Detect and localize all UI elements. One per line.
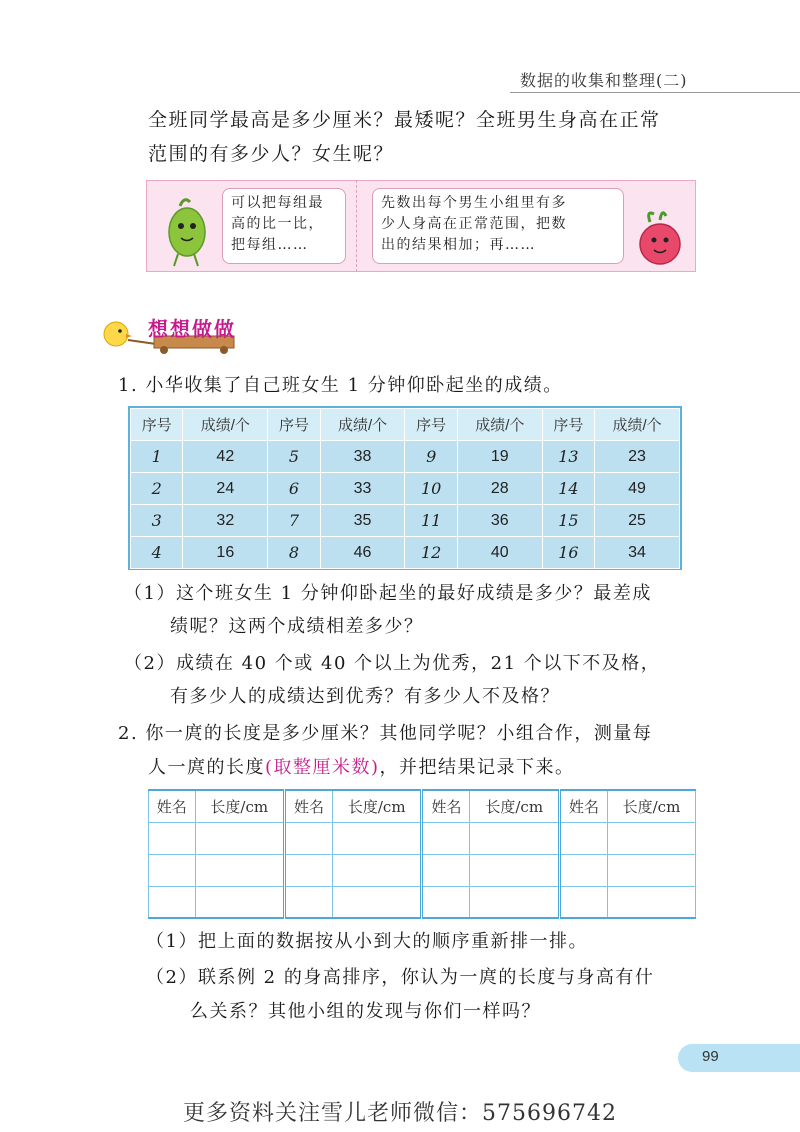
table-cell: 14 [542,473,594,505]
table-cell: 10 [405,473,457,505]
blank-cell[interactable] [559,822,607,854]
table-cell: 25 [595,505,680,537]
bubble2-line: 出的结果相加；再…… [381,237,536,253]
table-row [149,886,696,918]
measurement-table [148,789,696,919]
q2-sub2-line1: （2）联系例 2 的身高排序，你认为一庹的长度与身高有什 [146,967,655,988]
blank-cell[interactable] [470,822,559,854]
table-row [131,537,680,569]
table-cell: 6 [268,473,320,505]
blank-cell[interactable] [559,886,607,918]
table-cell: 40 [457,537,542,569]
table-header: 序号 [131,409,183,441]
bubble2-line: 先数出每个男生小组里有多 [381,195,567,211]
blank-cell[interactable] [195,886,284,918]
q2-line2-highlight: (取整厘米数) [265,757,380,778]
table-cell: 19 [457,441,542,473]
table-cell: 16 [183,537,268,569]
table-cell: 38 [320,441,405,473]
blank-cell[interactable] [332,854,421,886]
table-header: 序号 [542,409,594,441]
table-cell: 7 [268,505,320,537]
table-cell: 13 [542,441,594,473]
q1-text: 1. 小华收集了自己班女生 1 分钟仰卧起坐的成绩。 [118,375,563,396]
table-cell: 9 [405,441,457,473]
measurement-header-row [149,790,696,822]
table-cell: 1 [131,441,183,473]
blank-cell[interactable] [607,886,695,918]
table-row [149,854,696,886]
pepper-character-icon [158,196,216,268]
q1-sub1-line1: （1）这个班女生 1 分钟仰卧起坐的最好成绩是多少？最差成 [124,583,652,604]
intro-line-1: 全班同学最高是多少厘米？最矮呢？全班男生身高在正常 [148,109,661,131]
q2-sub2-line2: 么关系？其他小组的发现与你们一样吗？ [190,1001,541,1022]
table-row [131,473,680,505]
q2-line2-end: ，并把结果记录下来。 [379,757,575,778]
blank-cell[interactable] [422,854,470,886]
blank-cell[interactable] [284,854,332,886]
header-divider [510,92,800,93]
page-number: 99 [702,1048,719,1065]
table-cell: 28 [457,473,542,505]
table-header: 姓名 [284,790,332,822]
table-cell: 33 [320,473,405,505]
blank-cell[interactable] [607,854,695,886]
table-cell: 5 [268,441,320,473]
table-cell: 24 [183,473,268,505]
table-cell: 42 [183,441,268,473]
table-header: 长度/cm [332,790,421,822]
blank-cell[interactable] [422,822,470,854]
table-cell: 16 [542,537,594,569]
table-row [131,505,680,537]
radish-speech-bubble [372,188,624,264]
table-header: 长度/cm [607,790,695,822]
footer-note: 更多资料关注雪儿老师微信：575696742 [183,1101,617,1126]
page-number-bar [678,1044,800,1072]
table-cell: 49 [595,473,680,505]
table-row [131,441,680,473]
table-header: 成绩/个 [595,409,680,441]
table-header: 姓名 [149,790,196,822]
tip-box-divider [356,180,357,272]
q1-sub2-line2: 有多少人的成绩达到优秀？有多少人不及格？ [170,686,560,707]
table-header: 长度/cm [195,790,284,822]
table-cell: 46 [320,537,405,569]
table-cell: 36 [457,505,542,537]
bubble1-line: 把每组…… [231,237,309,253]
table-cell: 12 [405,537,457,569]
table-header: 姓名 [422,790,470,822]
blank-cell[interactable] [559,854,607,886]
blank-cell[interactable] [149,854,196,886]
table-cell: 34 [595,537,680,569]
scores-table [130,408,680,569]
table-cell: 4 [131,537,183,569]
table-cell: 2 [131,473,183,505]
blank-cell[interactable] [284,886,332,918]
blank-cell[interactable] [332,822,421,854]
table-cell: 15 [542,505,594,537]
blank-cell[interactable] [470,854,559,886]
table-row [149,822,696,854]
bubble1-line: 高的比一比， [231,216,324,232]
table-cell: 23 [595,441,680,473]
table-header: 姓名 [559,790,607,822]
chapter-title: 数据的收集和整理(二) [520,71,688,90]
bubble2-line: 少人身高在正常范围，把数 [381,216,567,232]
table-header: 序号 [268,409,320,441]
table-header: 成绩/个 [320,409,405,441]
table-cell: 32 [183,505,268,537]
radish-character-icon [632,210,690,270]
table-cell: 35 [320,505,405,537]
q1-sub1-line2: 绩呢？这两个成绩相差多少？ [170,616,424,637]
blank-cell[interactable] [607,822,695,854]
table-header: 成绩/个 [183,409,268,441]
q2-line2-start: 人一庹的长度 [148,757,265,778]
blank-cell[interactable] [149,822,196,854]
table-header: 成绩/个 [457,409,542,441]
q1-sub2-line1: （2）成绩在 40 个或 40 个以上为优秀，21 个以下不及格， [124,653,661,674]
blank-cell[interactable] [470,886,559,918]
section-title: 想想做做 [148,317,236,341]
intro-line-2: 范围的有多少人？女生呢？ [148,143,395,165]
blank-cell[interactable] [422,886,470,918]
table-cell: 11 [405,505,457,537]
table-header: 长度/cm [470,790,559,822]
q2-line1: 2. 你一庹的长度是多少厘米？其他同学呢？小组合作，测量每 [118,723,653,744]
q2-line2 [148,752,575,784]
table-cell: 8 [268,537,320,569]
blank-cell[interactable] [149,886,196,918]
blank-cell[interactable] [332,886,421,918]
blank-cell[interactable] [195,854,284,886]
table-cell: 3 [131,505,183,537]
q2-sub1: （1）把上面的数据按从小到大的顺序重新排一排。 [146,931,588,952]
scores-header-row [131,409,680,441]
bubble1-line: 可以把每组最 [231,195,324,211]
blank-cell[interactable] [195,822,284,854]
table-header: 序号 [405,409,457,441]
blank-cell[interactable] [284,822,332,854]
pepper-speech-bubble [222,188,346,264]
